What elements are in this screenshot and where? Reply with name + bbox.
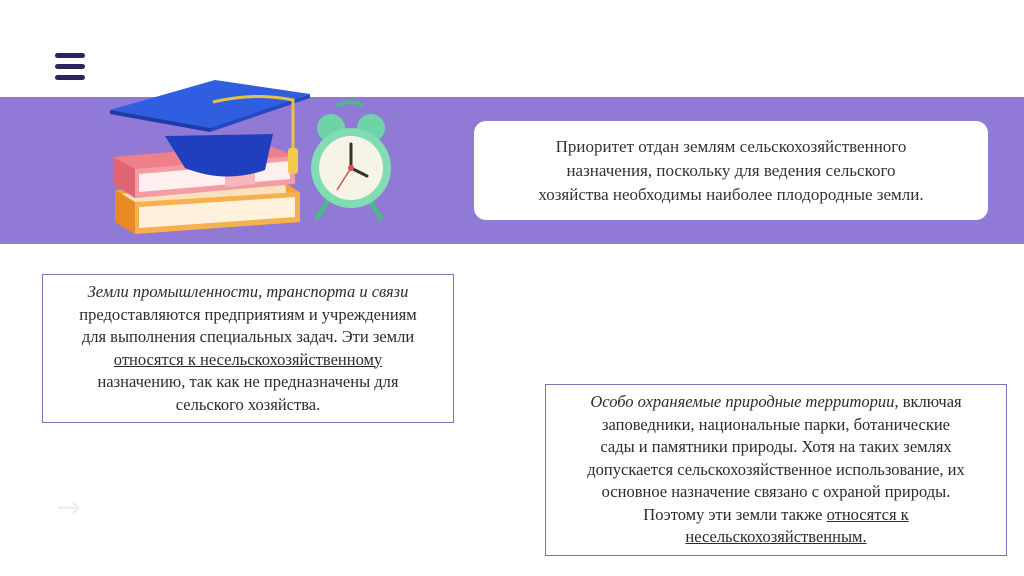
industrial-lands-text-2: для выполнения специальных задач. Эти земли: [81, 327, 415, 346]
callout-line-1: Приоритет отдан землям сельскохозяйственного: [555, 136, 907, 156]
protected-areas-line-6: [556, 504, 996, 527]
industrial-lands-text-4: назначению, так как не предназначены для: [97, 372, 399, 391]
industrial-lands-title: Земли промышленности, транспорта и связи: [87, 282, 409, 301]
protected-areas-title: Особо охраняемые природные территории: [590, 392, 895, 412]
protected-areas-title-tail: , включая: [894, 392, 962, 412]
industrial-lands-box: [42, 274, 454, 423]
protected-areas-text-6: несельскохозяйственным.: [685, 527, 867, 547]
protected-areas-line-1: [556, 391, 996, 414]
protected-areas-text-2: сады и памятники природы. Хотя на таких землях: [600, 437, 952, 457]
callout-line-3: хозяйства необходимы наиболее плодородные земли.: [538, 184, 924, 204]
hamburger-menu-icon[interactable]: [55, 53, 85, 81]
alarm-clock-icon: [311, 102, 391, 218]
education-illustration: [105, 72, 405, 242]
industrial-lands-text-3: относятся к несельскохозяйственному: [113, 349, 383, 369]
next-arrow-icon[interactable]: →: [56, 490, 82, 525]
callout-line-2: назначения, поскольку для ведения сельского: [566, 160, 896, 180]
protected-areas-box: [545, 384, 1007, 556]
protected-areas-text-4: основное назначение связано с охраной природы.: [601, 482, 951, 502]
protected-areas-text-5a: Поэтому эти земли также: [643, 504, 827, 524]
priority-callout: [474, 121, 988, 220]
protected-areas-text-1: заповедники, национальные парки, ботанические: [602, 414, 950, 434]
protected-areas-text-5b: относятся к: [826, 504, 909, 524]
industrial-lands-text-5: сельского хозяйства.: [175, 394, 321, 414]
industrial-lands-text-1: предоставляются предприятиям и учреждениям: [79, 304, 417, 324]
protected-areas-text-3: допускается сельскохозяйственное использование, их: [587, 459, 965, 479]
